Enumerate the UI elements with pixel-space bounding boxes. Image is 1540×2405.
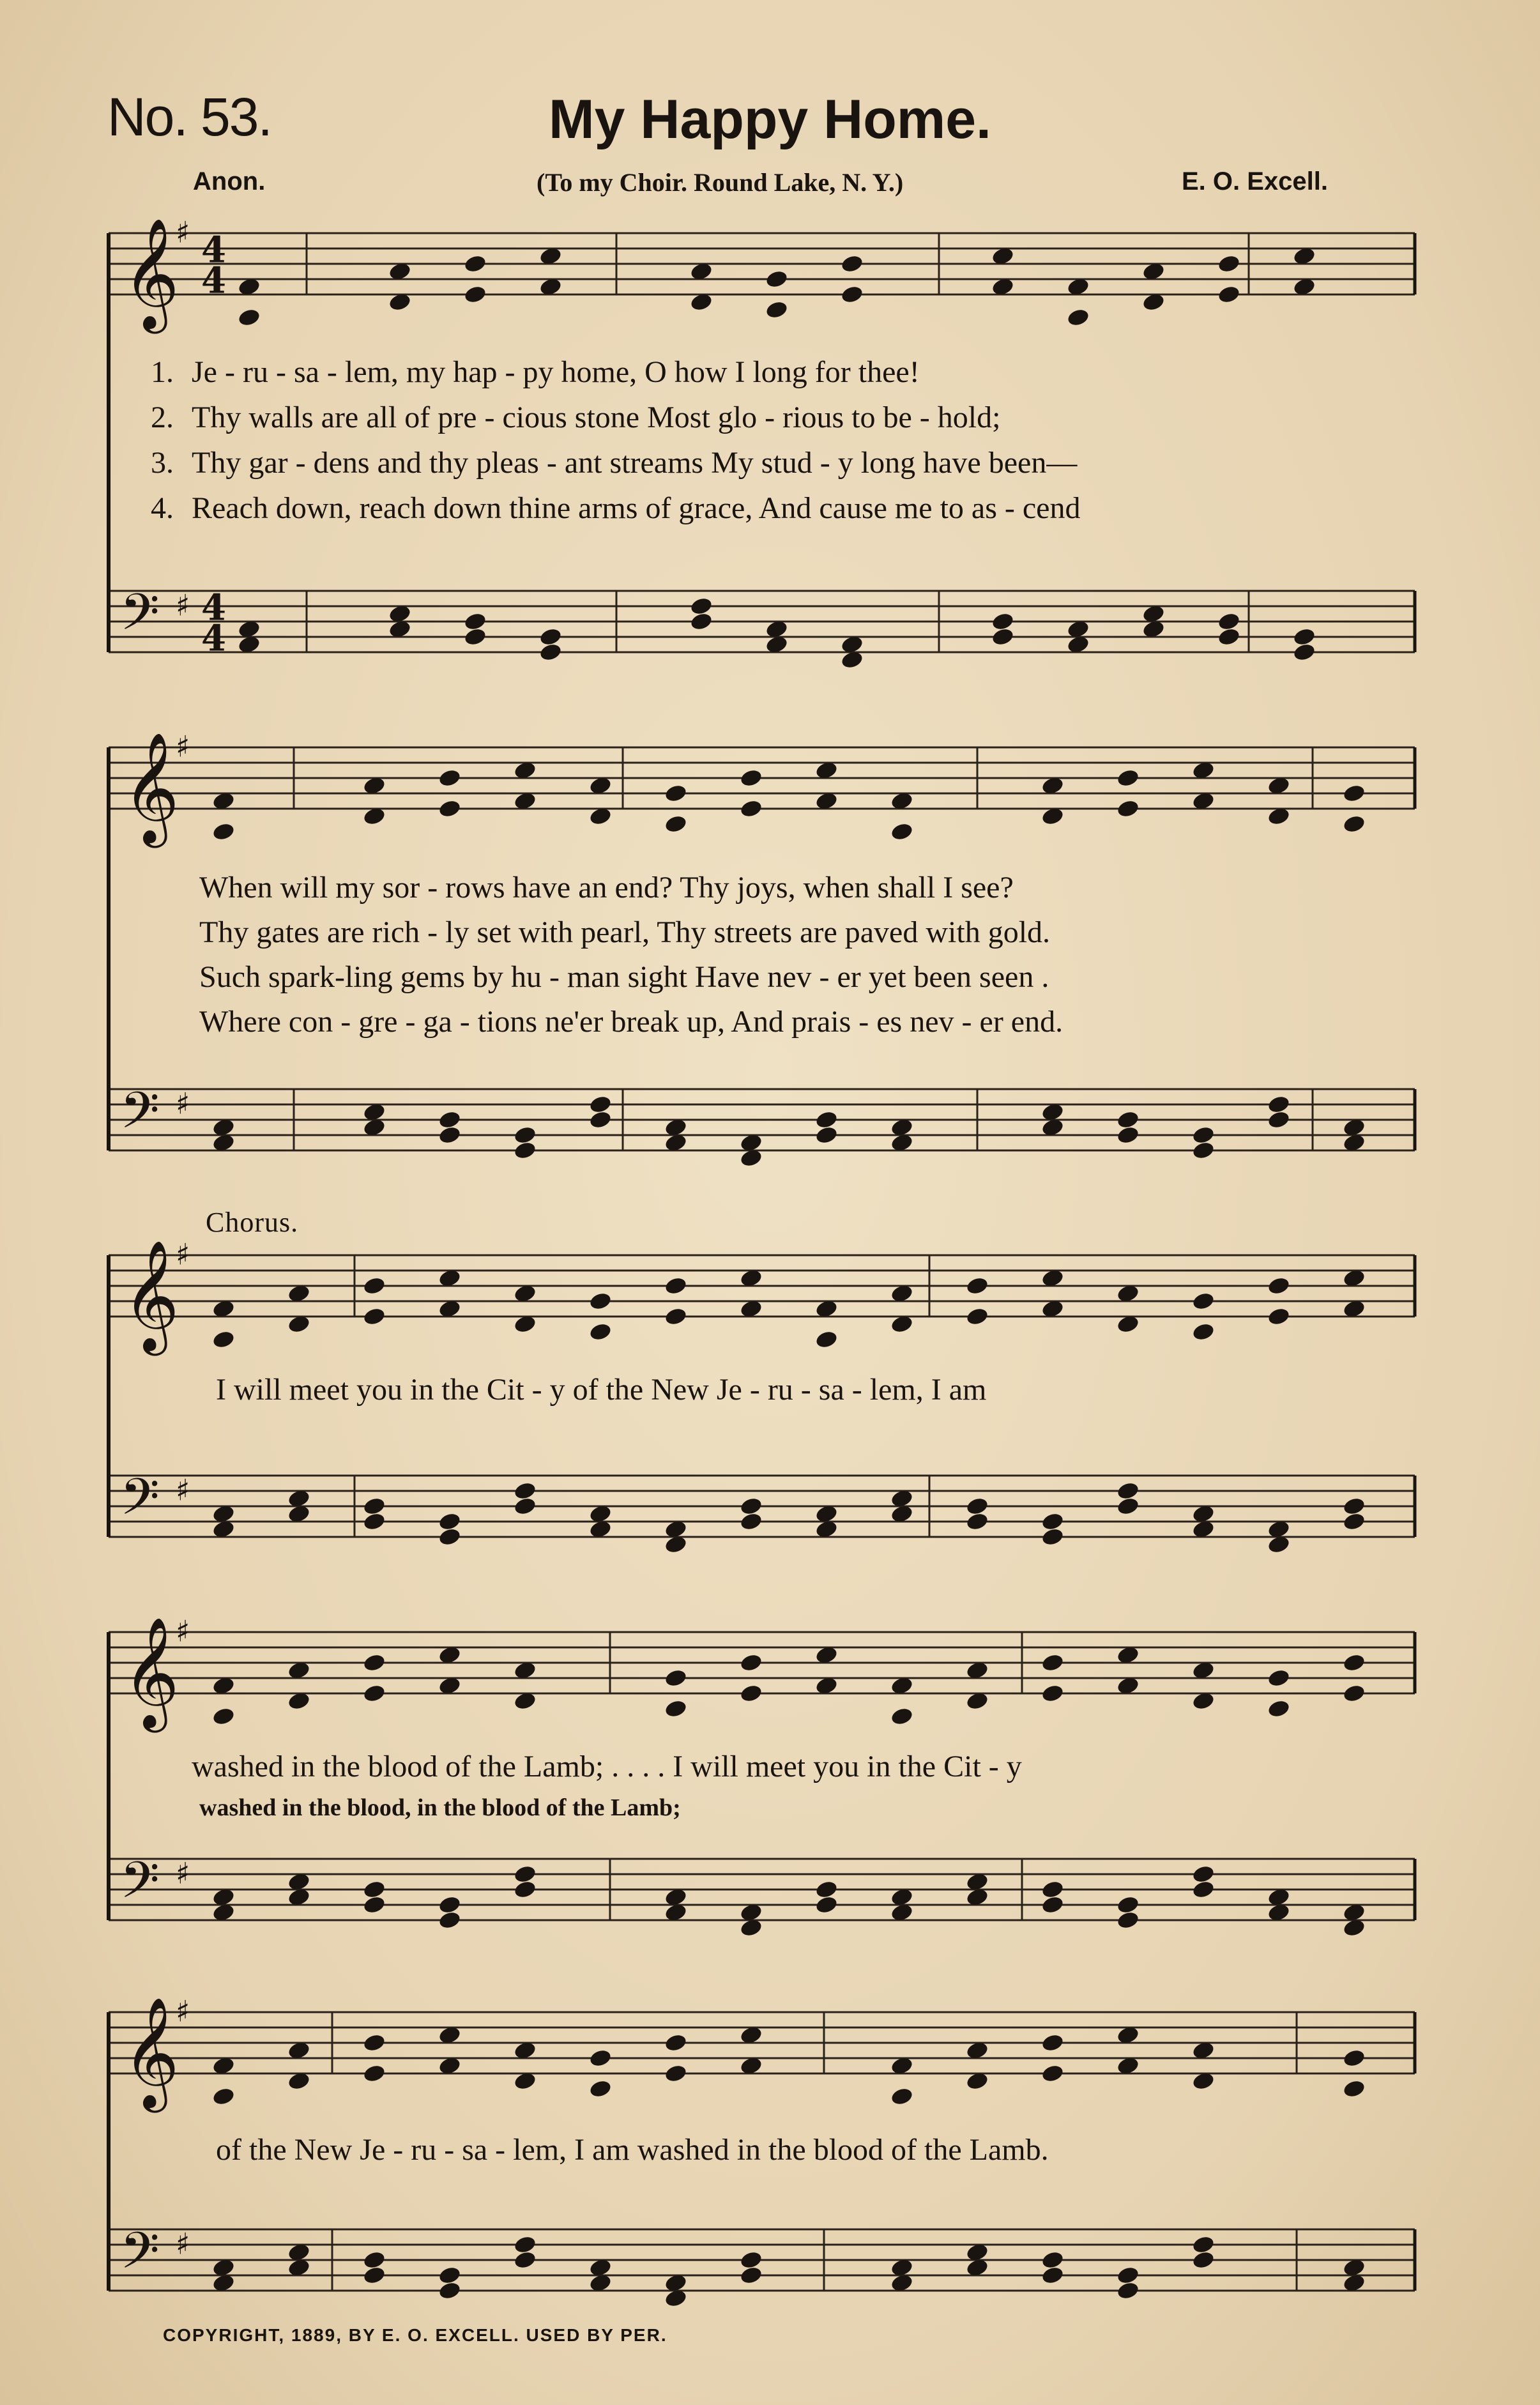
note-head: [814, 1329, 839, 1350]
note-head: [1191, 1125, 1216, 1145]
note-head: [1267, 1276, 1291, 1296]
note-head: [362, 1306, 386, 1327]
note-head: [965, 1511, 989, 1532]
note-head: [463, 611, 487, 632]
treble-clef: 𝄞: [123, 1240, 179, 1351]
note-head: [513, 1140, 537, 1161]
key-signature-sharp: ♯: [176, 729, 190, 764]
note-head: [814, 1879, 839, 1900]
note-head: [438, 2265, 462, 2286]
note-head: [211, 1329, 236, 1350]
treble-clef: 𝄞: [123, 218, 179, 329]
treble-clef: 𝄞: [123, 1617, 179, 1728]
note-head: [362, 2265, 386, 2286]
note-head: [237, 307, 261, 328]
note-head: [1267, 1668, 1291, 1688]
verse-number-3: 3.: [151, 446, 174, 480]
key-signature-sharp: ♯: [176, 215, 190, 250]
note-head: [1066, 307, 1090, 328]
chorus-line-2-bass: washed in the blood, in the blood of the Lamb;: [199, 1794, 681, 1821]
note-head: [1116, 2265, 1140, 2286]
note-head: [1292, 627, 1316, 647]
note-head: [739, 2265, 763, 2286]
note-head: [664, 783, 688, 804]
chorus-line-1: I will meet you in the Cit - y of the New Je - ru - sa - lem, I am: [216, 1373, 987, 1407]
chorus-label: Chorus.: [206, 1207, 299, 1238]
note-head: [1217, 627, 1241, 647]
verse-3-line-1: Thy gar - dens and thy pleas - ant streams My stud - y long have been—: [192, 446, 1078, 480]
note-head: [664, 1276, 688, 1296]
note-head: [1116, 1496, 1140, 1516]
key-signature-sharp: ♯: [176, 1237, 190, 1272]
note-head: [1342, 2079, 1366, 2099]
note-head: [513, 2234, 537, 2255]
author: Anon.: [193, 167, 266, 195]
note-head: [1116, 1895, 1140, 1915]
note-head: [1191, 2234, 1216, 2255]
note-head: [1116, 1910, 1140, 1930]
note-head: [1191, 1140, 1216, 1161]
note-head: [1342, 1683, 1366, 1704]
key-signature-sharp: ♯: [176, 1856, 190, 1891]
note-head: [689, 611, 713, 632]
note-head: [1342, 783, 1366, 804]
note-head: [588, 1094, 613, 1115]
note-head: [362, 1653, 386, 1673]
note-head: [588, 2048, 613, 2068]
note-head: [588, 1322, 613, 1342]
note-head: [991, 611, 1015, 632]
copyright: COPYRIGHT, 1889, BY E. O. EXCELL. USED BY PER.: [163, 2325, 667, 2345]
note-head: [362, 2063, 386, 2084]
note-head: [1041, 1879, 1065, 1900]
note-head: [362, 1276, 386, 1296]
hymn-title: My Happy Home.: [549, 89, 991, 150]
note-head: [739, 2250, 763, 2270]
note-head: [1041, 2063, 1065, 2084]
note-head: [1041, 1527, 1065, 1547]
note-head: [840, 254, 864, 274]
note-head: [438, 2280, 462, 2301]
note-head: [513, 1879, 537, 1900]
note-head: [362, 1895, 386, 1915]
note-head: [1116, 768, 1140, 788]
note-head: [588, 1110, 613, 1130]
note-head: [664, 1699, 688, 1719]
note-head: [362, 1683, 386, 1704]
note-head: [211, 1706, 236, 1727]
note-head: [1342, 2048, 1366, 2068]
note-head: [438, 1110, 462, 1130]
treble-clef: 𝄞: [123, 732, 179, 843]
key-signature-sharp: ♯: [176, 588, 190, 623]
note-head: [1116, 798, 1140, 819]
time-signature: 4: [201, 617, 226, 660]
note-head: [362, 1511, 386, 1532]
note-head: [739, 768, 763, 788]
composer: E. O. Excell.: [1182, 167, 1329, 195]
note-head: [664, 2063, 688, 2084]
verse-4-line-2: Where con - gre - ga - tions ne'er break up, And prais - es nev - er end.: [199, 1005, 1064, 1039]
bass-clef: 𝄢: [120, 1081, 160, 1152]
note-head: [463, 627, 487, 647]
note-head: [438, 1527, 462, 1547]
note-head: [840, 284, 864, 305]
bass-clef: 𝄢: [120, 583, 160, 654]
verse-1-line-1: Je - ru - sa - lem, my hap - py home, O how I long for thee!: [192, 355, 920, 389]
note-head: [1116, 2280, 1140, 2301]
note-head: [1041, 2033, 1065, 2053]
note-head: [664, 2033, 688, 2053]
note-head: [1267, 1306, 1291, 1327]
note-head: [814, 1110, 839, 1130]
note-head: [814, 1125, 839, 1145]
note-head: [739, 1496, 763, 1516]
note-head: [1342, 814, 1366, 834]
note-head: [1217, 254, 1241, 274]
note-head: [362, 1879, 386, 1900]
note-head: [965, 1276, 989, 1296]
note-head: [1191, 1322, 1216, 1342]
note-head: [463, 254, 487, 274]
note-head: [739, 1653, 763, 1673]
note-head: [463, 284, 487, 305]
note-head: [890, 1706, 914, 1727]
verse-4-line-1: Reach down, reach down thine arms of grace, And cause me to as - cend: [192, 491, 1081, 525]
note-head: [739, 1683, 763, 1704]
note-head: [513, 1481, 537, 1501]
bass-clef: 𝄢: [120, 1851, 160, 1922]
note-head: [965, 1496, 989, 1516]
note-head: [362, 2250, 386, 2270]
treble-clef: 𝄞: [123, 1997, 179, 2108]
verse-number-2: 2.: [151, 401, 174, 434]
note-head: [438, 768, 462, 788]
time-signature: 4: [201, 259, 226, 302]
note-head: [1342, 1511, 1366, 1532]
note-head: [1342, 1496, 1366, 1516]
verse-2-line-1: Thy walls are all of pre - cious stone Most glo - rious to be - hold;: [192, 401, 1001, 434]
note-head: [664, 814, 688, 834]
dedication: (To my Choir. Round Lake, N. Y.): [537, 168, 904, 197]
note-head: [814, 1895, 839, 1915]
verse-number-4: 4.: [151, 491, 174, 525]
note-head: [1191, 2250, 1216, 2270]
note-head: [1191, 1879, 1216, 1900]
note-head: [664, 1668, 688, 1688]
note-head: [1292, 642, 1316, 662]
hymn-number: No. 53.: [107, 87, 271, 147]
note-head: [1041, 1895, 1065, 1915]
note-head: [1116, 1481, 1140, 1501]
note-head: [588, 1291, 613, 1311]
verse-number-1: 1.: [151, 355, 174, 389]
note-head: [765, 300, 789, 320]
note-head: [890, 821, 914, 842]
note-head: [362, 2033, 386, 2053]
note-head: [991, 627, 1015, 647]
note-head: [1041, 2250, 1065, 2270]
note-head: [1217, 284, 1241, 305]
note-head: [890, 2086, 914, 2107]
note-head: [1116, 1125, 1140, 1145]
note-head: [438, 798, 462, 819]
note-head: [664, 1306, 688, 1327]
bass-clef: 𝄢: [120, 2221, 160, 2293]
note-head: [211, 821, 236, 842]
note-head: [1267, 1110, 1291, 1130]
key-signature-sharp: ♯: [176, 2226, 190, 2261]
key-signature-sharp: ♯: [176, 1472, 190, 1508]
verse-3-line-2: Such spark-ling gems by hu - man sight Have nev - er yet been seen .: [199, 960, 1049, 994]
note-head: [1191, 1864, 1216, 1884]
note-head: [1342, 1653, 1366, 1673]
verse-1-line-2: When will my sor - rows have an end? Thy joys, when shall I see?: [199, 871, 1014, 905]
note-head: [1041, 1511, 1065, 1532]
note-head: [362, 1496, 386, 1516]
note-head: [588, 2079, 613, 2099]
note-head: [1041, 1683, 1065, 1704]
chorus-line-2: washed in the blood of the Lamb; . . . . I will meet you in the Cit - y: [192, 1750, 1022, 1783]
key-signature-sharp: ♯: [176, 1086, 190, 1121]
staff-systems: [109, 215, 1415, 2308]
key-signature-sharp: ♯: [176, 1614, 190, 1649]
note-head: [1267, 1094, 1291, 1115]
time-signature: 4: [201, 229, 226, 271]
bass-clef: 𝄢: [120, 1467, 160, 1539]
note-head: [965, 1306, 989, 1327]
note-head: [538, 627, 563, 647]
note-head: [513, 1125, 537, 1145]
note-head: [689, 596, 713, 616]
note-head: [1041, 2265, 1065, 2286]
time-signature: 4: [201, 586, 226, 629]
note-head: [1116, 1110, 1140, 1130]
note-head: [211, 2086, 236, 2107]
note-head: [739, 1511, 763, 1532]
note-head: [1217, 611, 1241, 632]
note-head: [739, 798, 763, 819]
verse-2-line-2: Thy gates are rich - ly set with pearl, Thy streets are paved with gold.: [199, 915, 1051, 949]
chorus-line-3: of the New Je - ru - sa - lem, I am washed in the blood of the Lamb.: [216, 2133, 1049, 2167]
note-head: [1041, 1653, 1065, 1673]
note-head: [513, 2250, 537, 2270]
note-head: [1267, 1699, 1291, 1719]
note-head: [438, 1125, 462, 1145]
note-head: [438, 1511, 462, 1532]
note-head: [438, 1895, 462, 1915]
note-head: [1191, 1291, 1216, 1311]
note-head: [438, 1910, 462, 1930]
note-head: [513, 1496, 537, 1516]
note-head: [765, 269, 789, 289]
note-head: [538, 642, 563, 662]
note-head: [513, 1864, 537, 1884]
key-signature-sharp: ♯: [176, 1994, 190, 2029]
